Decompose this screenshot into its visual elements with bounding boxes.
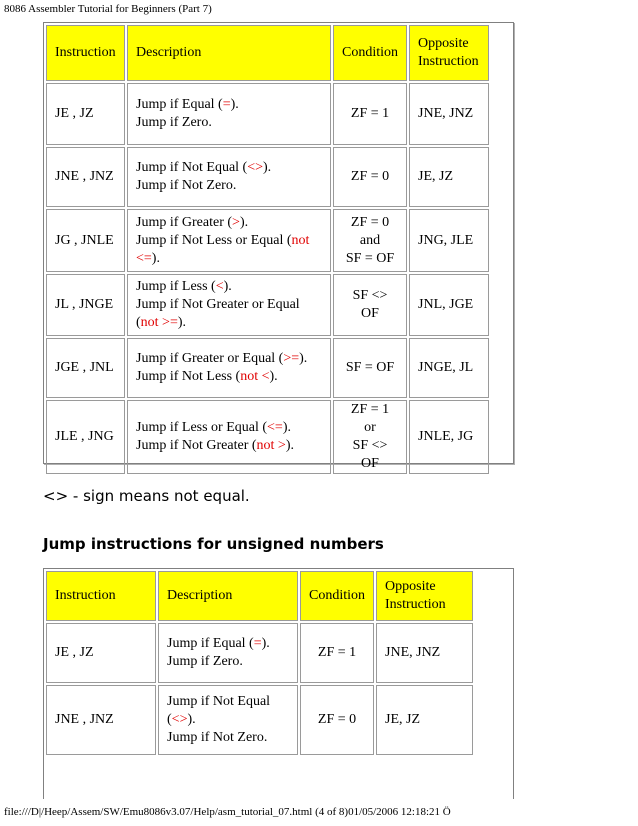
description-text: Jump if Equal ( (136, 97, 223, 112)
condition-text: and (359, 232, 381, 248)
header-opposite: Opposite Instruction (409, 25, 489, 81)
description-text: ). (261, 636, 270, 651)
highlighted-operator: < (215, 279, 224, 294)
page-header: 8086 Assembler Tutorial for Beginners (Part 7) (4, 3, 212, 15)
condition-text: ZF = 0 (317, 712, 357, 727)
highlighted-operator: = (253, 636, 262, 651)
description-text: Jump if Not Less or Equal ( (136, 232, 292, 248)
description-text: Jump if Less ( (136, 279, 216, 294)
description-text: ). (187, 712, 196, 727)
description-cell (127, 147, 331, 207)
instruction-cell: JNE , JNZ (46, 685, 156, 755)
unsigned-jump-table (44, 569, 475, 757)
condition-cell (300, 623, 374, 683)
header-instruction: Instruction (46, 571, 156, 621)
description-text: ). (239, 214, 249, 230)
condition-cell (333, 147, 407, 207)
description-text: ). (230, 97, 239, 112)
header-condition: Condition (333, 25, 407, 81)
table-row (46, 400, 489, 474)
description-text: Jump if Zero. (167, 654, 243, 669)
description-cell (158, 623, 298, 683)
header-description: Description (127, 25, 331, 81)
table-row (46, 209, 489, 272)
condition-cell (333, 83, 407, 145)
unsigned-jump-table-frame (43, 568, 514, 799)
condition-cell (333, 274, 407, 336)
condition-cell (300, 685, 374, 755)
header-condition: Condition (300, 571, 374, 621)
instruction-cell: JGE , JNL (46, 338, 125, 398)
description-text: Jump if Not Greater or Equal (136, 297, 300, 312)
description-text: Jump if Greater ( (136, 214, 233, 230)
condition-text: SF <> OF (352, 438, 388, 471)
description-cell (127, 338, 331, 398)
instruction-cell: JLE , JNG (46, 400, 125, 474)
opposite-cell: JE, JZ (376, 685, 473, 755)
highlighted-operator: not > (256, 438, 286, 453)
instruction-cell: JL , JNGE (46, 274, 125, 336)
description-text: Jump if Not Equal ( (136, 160, 248, 175)
table-header-row (46, 571, 473, 621)
description-text: Jump if Not Equal (167, 694, 271, 709)
description-cell (127, 83, 331, 145)
table-row (46, 274, 489, 336)
description-cell (158, 685, 298, 755)
opposite-cell: JNGE, JL (409, 338, 489, 398)
header-description: Description (158, 571, 298, 621)
unsigned-section-title: Jump instructions for unsigned numbers (43, 535, 384, 553)
table-row (46, 685, 473, 755)
instruction-cell: JNE , JNZ (46, 147, 125, 207)
highlighted-operator: not < (240, 369, 270, 384)
condition-text: or (364, 420, 376, 435)
description-text: Jump if Zero. (136, 115, 212, 130)
signed-jump-table (44, 23, 491, 476)
description-cell (127, 209, 331, 272)
instruction-cell: JE , JZ (46, 83, 125, 145)
condition-text: ZF = 1 (350, 402, 390, 417)
opposite-cell: JNE, JNZ (376, 623, 473, 683)
opposite-cell: JNLE, JG (409, 400, 489, 474)
opposite-cell: JNG, JLE (409, 209, 489, 272)
description-text: Jump if Greater or Equal ( (136, 351, 284, 366)
description-text: ). (285, 438, 294, 453)
highlighted-operator: >= (283, 351, 300, 366)
table-header-row (46, 25, 489, 81)
highlighted-operator: <> (247, 160, 264, 175)
condition-text: ZF = 0 (350, 169, 390, 184)
header-instruction: Instruction (46, 25, 125, 81)
highlighted-operator: <= (136, 250, 152, 266)
description-text: Jump if Not Zero. (167, 730, 268, 745)
description-text: ). (269, 369, 278, 384)
description-text: ( (167, 712, 172, 727)
highlighted-operator: <> (171, 712, 188, 727)
description-text: ). (223, 279, 232, 294)
condition-text: ZF = 0 (350, 214, 390, 230)
description-text: ). (151, 250, 160, 266)
description-text: ). (263, 160, 272, 175)
description-text: ( (136, 315, 141, 330)
highlighted-operator: not (291, 232, 310, 248)
condition-text: SF = OF (345, 250, 395, 266)
page-footer: file:///D|/Heep/Assem/SW/Emu8086v3.07/Help/asm_tutorial_07.html (4 of 8)01/05/2006 12:18:21 Ö (4, 806, 451, 818)
instruction-cell: JE , JZ (46, 623, 156, 683)
condition-cell (333, 209, 407, 272)
table-row (46, 338, 489, 398)
opposite-cell: JE, JZ (409, 147, 489, 207)
condition-text: ZF = 1 (317, 645, 357, 660)
condition-text: SF <> OF (352, 288, 388, 321)
header-opposite: Opposite Instruction (376, 571, 473, 621)
condition-text: SF = OF (345, 360, 395, 375)
signed-jump-table-frame (43, 22, 514, 471)
highlighted-operator: > (232, 214, 240, 230)
description-text: Jump if Not Greater ( (136, 438, 257, 453)
description-cell (127, 400, 331, 474)
description-text: ). (282, 420, 291, 435)
not-equal-note: <> - sign means not equal. (43, 487, 250, 505)
opposite-cell: JNL, JGE (409, 274, 489, 336)
highlighted-operator: not >= (140, 315, 178, 330)
table-row (46, 83, 489, 145)
table-row (46, 147, 489, 207)
description-text: Jump if Not Less ( (136, 369, 241, 384)
highlighted-operator: = (222, 97, 231, 112)
description-text: Jump if Equal ( (167, 636, 254, 651)
condition-cell (333, 400, 407, 474)
description-text: Jump if Less or Equal ( (136, 420, 268, 435)
highlighted-operator: <= (267, 420, 283, 435)
description-text: ). (299, 351, 308, 366)
description-text: Jump if Not Zero. (136, 178, 237, 193)
description-text: ). (177, 315, 187, 330)
instruction-cell: JG , JNLE (46, 209, 125, 272)
table-row (46, 623, 473, 683)
condition-text: ZF = 1 (350, 106, 390, 121)
description-cell (127, 274, 331, 336)
opposite-cell: JNE, JNZ (409, 83, 489, 145)
condition-cell (333, 338, 407, 398)
